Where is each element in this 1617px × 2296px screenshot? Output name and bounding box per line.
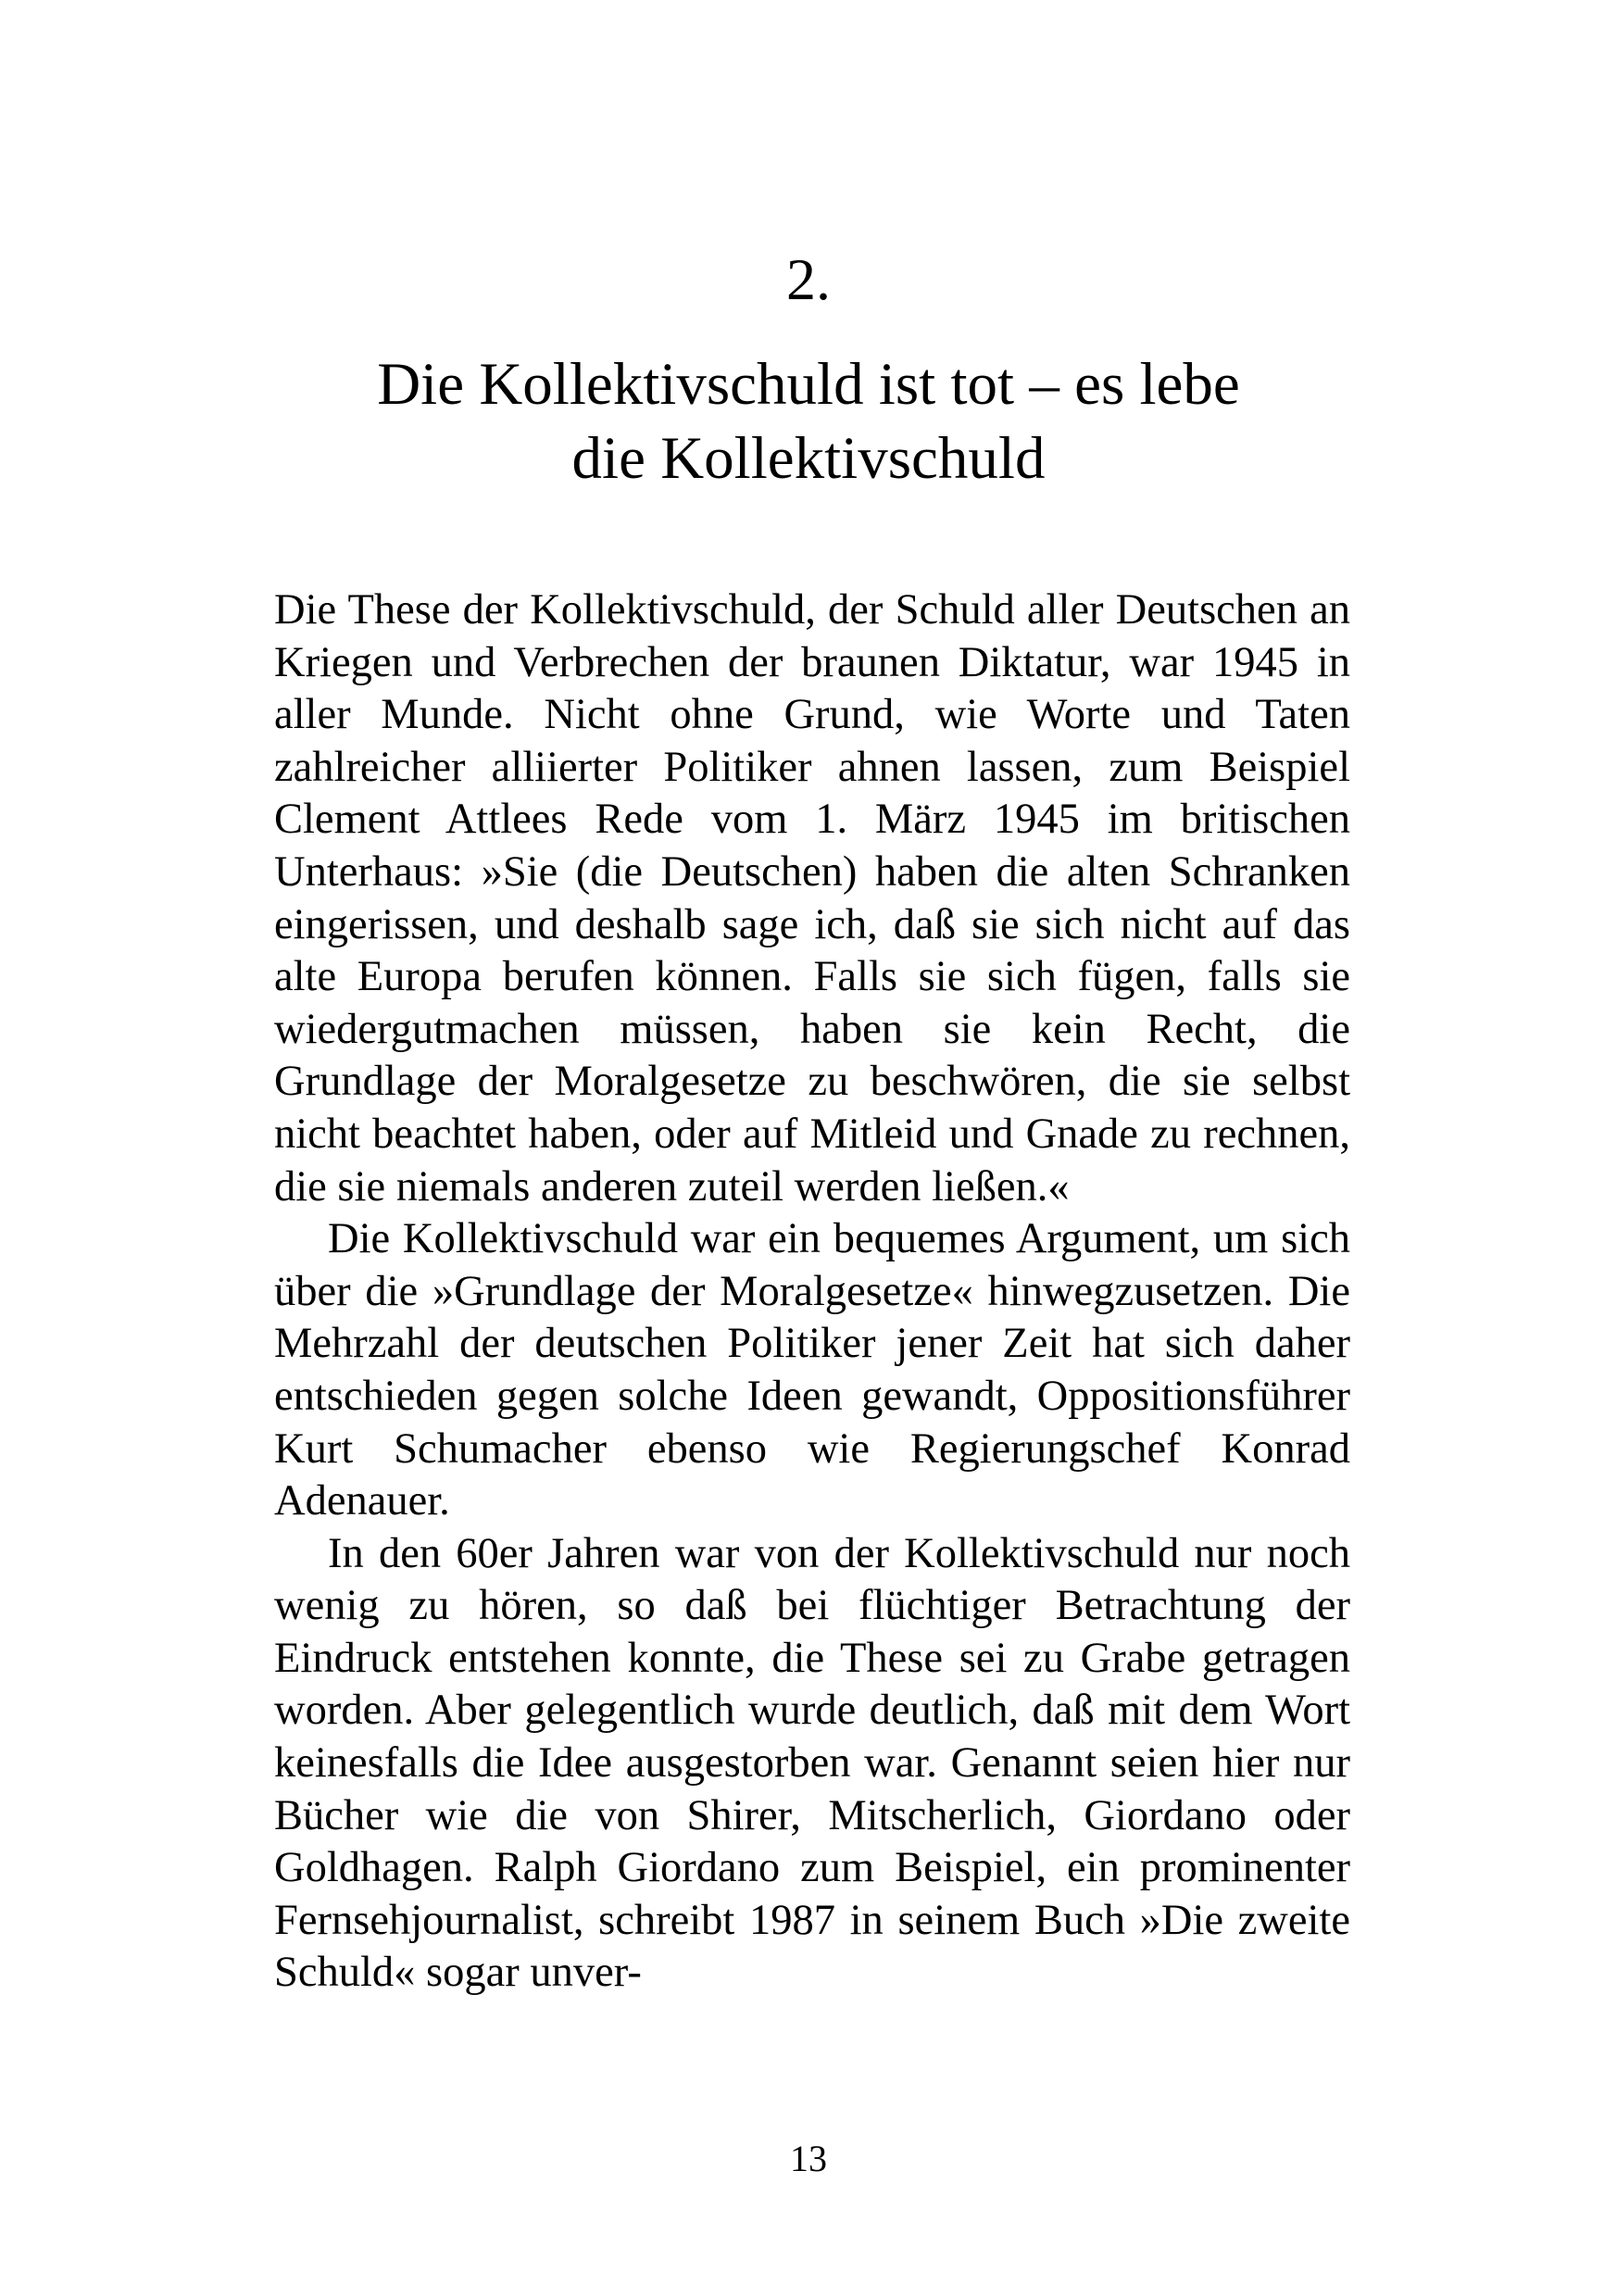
page-number: 13 bbox=[790, 2138, 827, 2179]
paragraph-2: Die Kollektivschuld war ein bequemes Argument, um sich über die »Grundlage der Moralgesetze« hinwegzusetzen. Die Mehrzahl der deutschen Politiker jener Zeit hat sich daher entschieden gegen solche Ideen gewandt, Oppositionsführer Kurt Schumacher ebenso wie Regierungschef Konrad Adenauer. bbox=[274, 1215, 1350, 1525]
paragraph-3: In den 60er Jahren war von der Kollektivschuld nur noch wenig zu hören, so daß bei flüchtiger Betrachtung der Eindruck entstehen konnte, die These sei zu Grabe getragen worden. Aber gelegentlich wurde deutlich, daß mit dem Wort keinesfalls die Idee ausgestorben war. Genannt seien hier nur Bücher wie die von Shirer, Mitscherlich, Giordano oder Goldhagen. Ralph Giordano zum Beispiel, ein prominenter Fernsehjournalist, schreibt 1987 in seinem Buch »Die zweite Schuld« sogar unver- bbox=[274, 1529, 1350, 1997]
chapter-title-line-1: Die Kollektivschuld ist tot – es lebe bbox=[377, 351, 1240, 418]
paragraph-1: Die These der Kollektivschuld, der Schuld aller Deutschen an Kriegen und Verbrechen der braunen Diktatur, war 1945 in aller Munde. Nicht ohne Grund, wie Worte und Taten zahlreicher alliierter Politiker ahnen lassen, zum Beispiel Clement Attlees Rede vom 1. März 1945 im britischen Unterhaus: »Sie (die Deutschen) haben die alten Schranken eingerissen, und deshalb sage ich, daß sie sich nicht auf das alte Europa berufen können. Falls sie sich fügen, falls sie wiedergutmachen müssen, haben sie kein Recht, die Grundlage der Moralgesetze zu beschwören, die sie selbst nicht beachtet haben, oder auf Mitleid und Gnade zu rechnen, die sie niemals anderen zuteil werden ließen.« bbox=[274, 586, 1350, 1211]
chapter-title-line-2: die Kollektivschuld bbox=[571, 425, 1046, 492]
chapter-title bbox=[278, 347, 1339, 496]
chapter-body bbox=[274, 584, 1350, 2000]
chapter-number: 2. bbox=[786, 246, 831, 312]
